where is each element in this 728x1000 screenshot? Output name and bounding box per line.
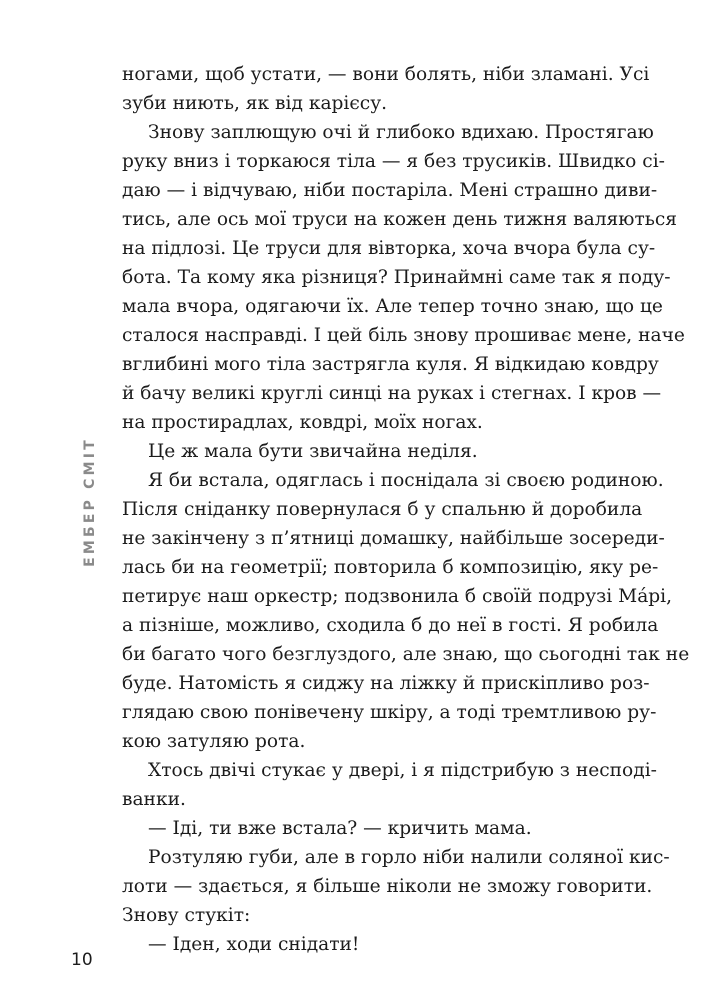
text-line: лась би на геометрії; повторила б композицію, яку ре- — [122, 557, 659, 578]
text-line: на простирадлах, ковдрі, моїх ногах. — [122, 412, 483, 433]
text-line: на підлозі. Це труси для вівторка, хоча вчора була су- — [122, 238, 656, 259]
text-line: сталося насправді. І цей біль знову прошиває мене, наче — [122, 325, 685, 346]
body-text — [122, 60, 690, 959]
text-line: — Іді, ти вже встала? — кричить мама. — [148, 818, 532, 839]
text-line: мала вчора, одягаючи їх. Але тепер точно знаю, що це — [122, 296, 663, 317]
text-line: буде. Натомість я сиджу на ліжку й прискіпливо роз- — [122, 673, 650, 694]
running-head-text: ЕМБЕР СМІТ — [82, 437, 98, 567]
text-line: Знову заплющую очі й глибоко вдихаю. Простягаю — [148, 122, 654, 143]
text-line: Хтось двічі стукає у двері, і я підстрибую з несподі- — [148, 760, 657, 781]
text-line: ногами, щоб устати, — вони болять, ніби зламані. Усі — [122, 64, 650, 85]
text-line: а пізніше, можливо, сходила б до неї в гості. Я робила — [122, 615, 659, 636]
text-line: ванки. — [122, 789, 186, 810]
text-line: Після сніданку повернулася б у спальню й доробила — [122, 499, 643, 520]
text-line: би багато чого безглуздого, але знаю, що сьогодні так не — [122, 644, 690, 665]
text-line: не закінчену з п’ятниці домашку, найбільше зосереди- — [122, 528, 665, 549]
text-line: кою затуляю рота. — [122, 731, 306, 752]
text-line: даю — і відчуваю, ніби постаріла. Мені страшно диви- — [122, 180, 658, 201]
text-line: руку вниз і торкаюся тіла — я без трусиків. Швидко сі- — [122, 151, 665, 172]
text-line: Знову стукіт: — [122, 905, 251, 926]
text-line: глядаю свою понівечену шкіру, а тоді тремтливою ру- — [122, 702, 657, 723]
text-line: лоти — здається, я більше ніколи не зможу говорити. — [122, 876, 653, 897]
text-line: зуби ниють, як від карієсу. — [122, 93, 388, 114]
text-line: петирує наш оркестр; подзвонила б своїй подрузі Мáрі, — [122, 586, 673, 607]
text-line: — Іден, ходи снідати! — [148, 934, 360, 955]
running-head — [70, 412, 110, 592]
text-line: Розтуляю губи, але в горло ніби налили соляної кис- — [148, 847, 670, 868]
page-number: 10 — [71, 950, 93, 970]
text-line: вглибині мого тіла застрягла куля. Я відкидаю ковдру — [122, 354, 659, 375]
text-line: Це ж мала бути звичайна неділя. — [148, 441, 478, 462]
text-line: й бачу великі круглі синці на руках і стегнах. І кров — — [122, 383, 662, 404]
text-line: тись, але ось мої труси на кожен день тижня валяються — [122, 209, 677, 230]
text-line: бота. Та кому яка різниця? Принаймні саме так я поду- — [122, 267, 671, 288]
text-line: Я би встала, одяглась і поснідала зі своєю родиною. — [148, 470, 664, 491]
